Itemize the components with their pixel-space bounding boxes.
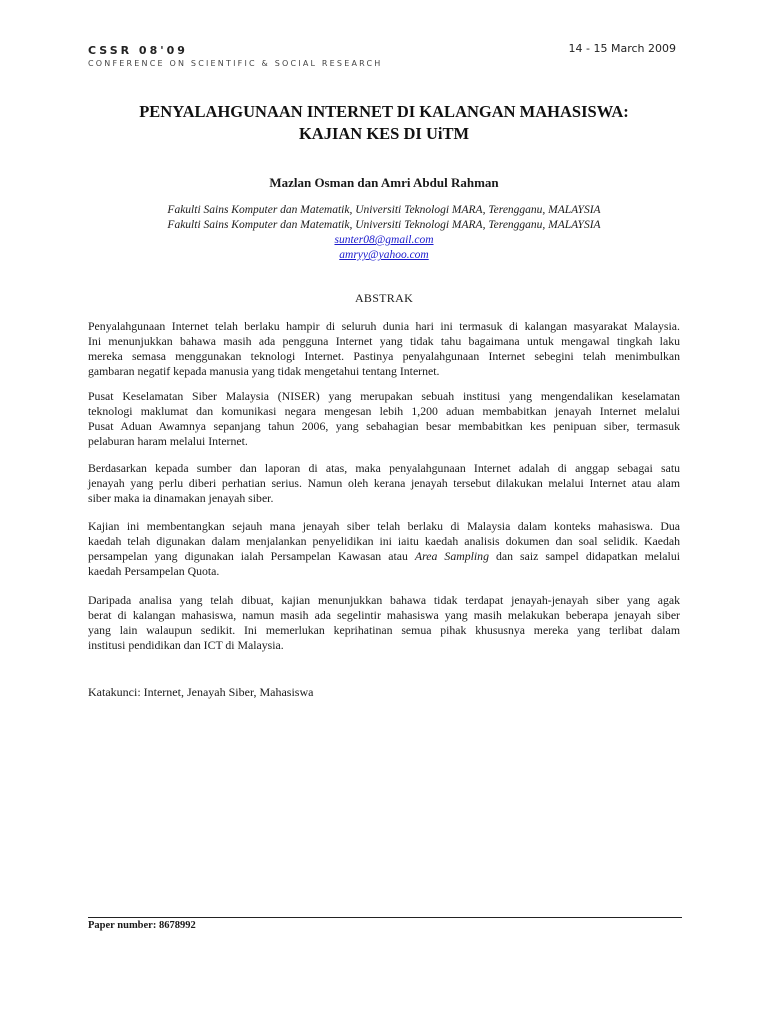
paper-number: Paper number: 8678992 <box>88 920 196 931</box>
running-header <box>88 44 382 68</box>
title-line-2: KAJIAN KES DI UiTM <box>298 124 470 143</box>
paragraph-line: institusi pendidikan dan ICT di Malaysia. <box>88 638 284 652</box>
paragraph-line: kaedah telah digunakan dalam menjalankan penyelidikan ini iaitu kaedah analisis dokumen dan soal selidik. Kaedah <box>88 534 680 548</box>
paragraph-line: persampelan yang digunakan ialah Persampelan Kawasan atau Area Sampling dan saiz sampel didapatkan melalui <box>88 549 680 563</box>
paragraph-line: jenayah yang perlu diberi perhatian serius. Namun oleh kerana jenayah tersebut dilakukan melalui Internet atau alam <box>88 476 680 490</box>
paragraph-line: siber maka ia dinamakan jenayah siber. <box>88 491 274 505</box>
paragraph-line: kaedah Persampelan Quota. <box>88 564 220 578</box>
author-names: Mazlan Osman dan Amri Abdul Rahman <box>269 175 499 190</box>
paper-title <box>60 101 708 145</box>
abstract-paragraph-4 <box>88 519 680 579</box>
paragraph-line: Daripada analisa yang telah dibuat, kajian menunjukkan bahawa tidak terdapat jenayah-jenayah siber yang agak <box>88 593 680 607</box>
email-link-2[interactable]: amryy@yahoo.com <box>339 249 429 261</box>
paragraph-line: Pusat Keselamatan Siber Malaysia (NISER) yang merupakan sebuah institusi yang mengendalikan keselamatan <box>88 389 680 403</box>
abstract-paragraph-5 <box>88 593 680 653</box>
paragraph-line: Ini menunjukkan bahawa masih ada pengguna Internet yang tidak tahu bagaimana untuk mengawal tingkah laku <box>88 334 680 348</box>
paragraph-line: Penyalahgunaan Internet telah berlaku hampir di seluruh dunia hari ini termasuk di kalangan masyarakat Malaysia. <box>88 319 680 333</box>
email-2[interactable] <box>0 249 768 261</box>
title-line-1: PENYALAHGUNAAN INTERNET DI KALANGAN MAHASISWA: <box>139 102 629 121</box>
area-sampling-term: Area Sampling <box>414 549 489 563</box>
keywords: Katakunci: Internet, Jenayah Siber, Mahasiswa <box>88 685 314 699</box>
conference-code: CSSR 08'09 <box>88 44 188 57</box>
paragraph-line: teknologi maklumat dan komunikasi negara mengesan lebih 1,200 aduan membabitkan jenayah Internet melalui <box>88 404 680 418</box>
paragraph-line: pelaburan haram melalui Internet. <box>88 434 248 448</box>
abstract-heading: ABSTRAK <box>354 291 414 305</box>
conference-name: CONFERENCE ON SCIENTIFIC & SOCIAL RESEARCH <box>88 59 383 68</box>
email-1[interactable] <box>0 234 768 246</box>
paragraph-line: gambaran negatif kepada manusia yang tidak mengetahui tentang Internet. <box>88 364 440 378</box>
affiliation-1: Fakulti Sains Komputer dan Matematik, Universiti Teknologi MARA, Terengganu, MALAYSIA <box>167 204 601 216</box>
paragraph-line: Kajian ini membentangkan sejauh mana jenayah siber telah berlaku di Malaysia dalam konteks mahasiswa. Dua <box>88 519 680 533</box>
abstract-paragraph-1 <box>88 319 680 379</box>
conference-date: 14 - 15 March 2009 <box>568 42 676 55</box>
paragraph-line: mereka semasa menggunakan teknologi Internet. Pastinya penyalahgunaan Internet sebegini telah menimbulkan <box>88 349 680 363</box>
affiliation-2: Fakulti Sains Komputer dan Matematik, Universiti Teknologi MARA, Terengganu, MALAYSIA <box>167 219 601 231</box>
paragraph-line: berat di kalangan mahasiswa, namun masih ada segelintir mahasiswa yang masih melakukan beberapa jenayah siber <box>88 608 680 622</box>
abstract-paragraph-2 <box>88 389 680 449</box>
footer-rule <box>88 917 682 918</box>
abstract-paragraph-3 <box>88 461 680 506</box>
paragraph-line: Pusat Aduan Awamnya sepanjang tahun 2006, yang sebahagian besar membabitkan kes penipuan siber, termasuk <box>88 419 680 433</box>
email-link-1[interactable]: sunter08@gmail.com <box>334 234 434 246</box>
paragraph-line: yang lain walaupun sedikit. Ini memerlukan keprihatinan semua pihak khususnya mereka yang terlibat dalam <box>88 623 680 637</box>
paragraph-line: Berdasarkan kepada sumber dan laporan di atas, maka penyalahgunaan Internet adalah di anggap sebagai satu <box>88 461 680 475</box>
